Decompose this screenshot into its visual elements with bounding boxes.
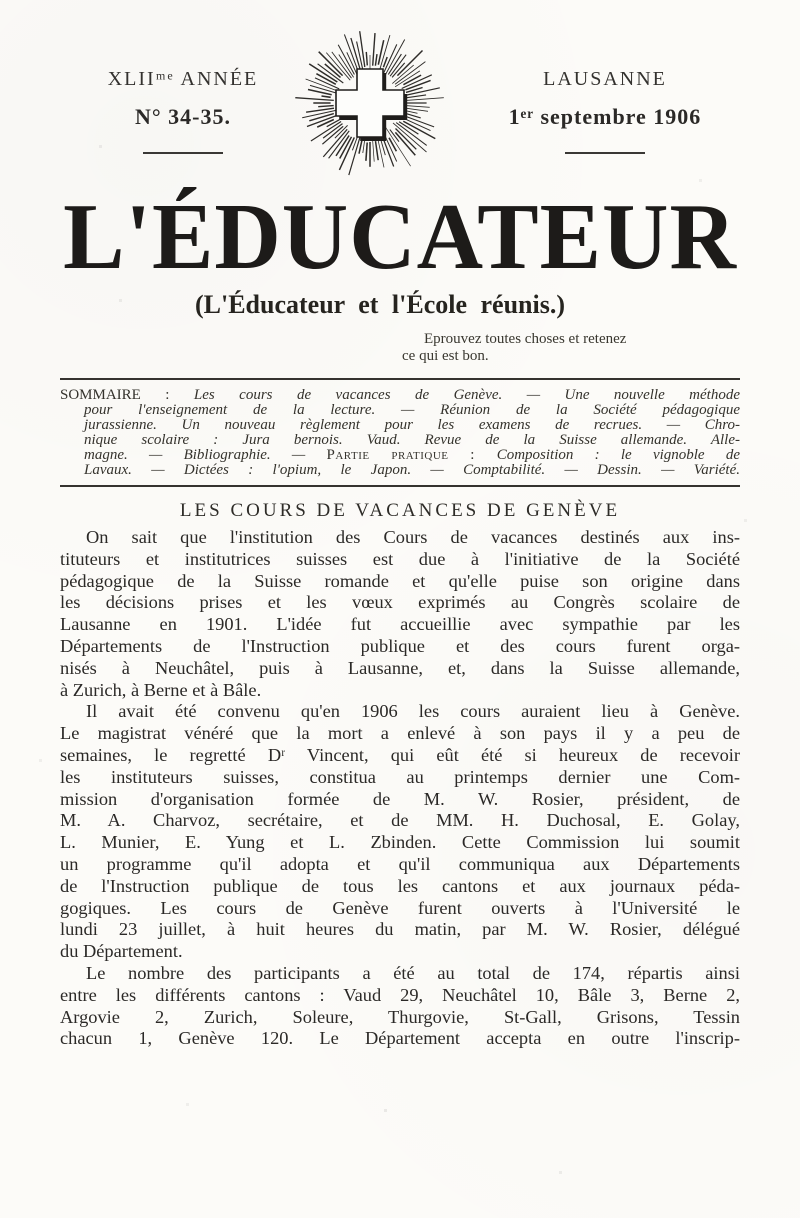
article-body [60, 527, 740, 1050]
text-line [60, 571, 740, 593]
text-segment: On sait que l'institution des Cours de vacances destinés aux ins- [86, 527, 740, 547]
text-line [60, 854, 740, 876]
text-segment: Le nombre des participants a été au total de 174, répartis ainsi [86, 962, 740, 983]
text-line [60, 418, 740, 433]
text-line [60, 463, 740, 478]
sommaire [60, 388, 740, 477]
text-line [60, 789, 740, 811]
issue-number: N° 34-35. [134, 104, 231, 129]
text-line [60, 963, 740, 985]
text-segment: semaines, le regretté Dʳ Vincent, qui eût été si heureux de recevoir [60, 744, 740, 765]
text-segment: SOMMAIRE : [60, 387, 194, 403]
text-segment: M. A. Charvoz, secrétaire, et de MM. H. Duchosal, E. Golay, [60, 810, 740, 831]
text-segment: à Zurich, à Berne et à Bâle. [60, 679, 262, 700]
text-line [60, 614, 740, 636]
text-line [60, 767, 740, 789]
text-segment: Argovie 2, Zurich, Soleure, Thurgovie, St-Gall, Grisons, Tessin [60, 1006, 740, 1027]
text-line [60, 433, 740, 448]
text-segment: jurassienne. Un nouveau règlement pour les examens de recrues. — Chro- [84, 416, 740, 433]
text-line [60, 658, 740, 680]
text-segment: entre les différents cantons : Vaud 29, Neuchâtel 10, Bâle 3, Berne 2, [60, 984, 740, 1005]
text-segment: L. Munier, E. Yung et L. Zbinden. Cette Commission lui soumit [60, 832, 740, 853]
city-label: LAUSANNE [543, 68, 667, 90]
text-line [60, 985, 740, 1007]
volume-label: XLIIᵐᵉ ANNÉE [107, 68, 259, 90]
text-line [60, 527, 740, 549]
text-line [60, 898, 740, 920]
text-line [60, 701, 740, 723]
text-segment: Composition : le vignoble de [496, 446, 741, 463]
text-segment: un programme qu'il adopta et qu'il communiqua aux Départements [60, 853, 740, 874]
text-line [60, 1007, 740, 1029]
text-segment: Il avait été convenu qu'en 1906 les cours auraient lieu à Genève. [86, 701, 740, 722]
text-line [60, 448, 740, 463]
text-segment: Partie pratique : [326, 446, 497, 463]
text-line [60, 919, 740, 941]
text-segment: Les cours de vacances de Genève. — Une nouvelle méthode [193, 387, 741, 403]
divider-rule [143, 152, 223, 154]
text-segment: les instituteurs suisses, constitua au printemps dernier une Com- [60, 766, 740, 787]
text-line [60, 832, 740, 854]
text-segment: chacun 1, Genève 120. Le Département accepta en outre l'inscrip- [60, 1028, 740, 1049]
text-line [60, 592, 740, 614]
text-segment: les décisions prises et les vœux exprimés au Congrès scolaire de [60, 592, 740, 613]
text-line [60, 810, 740, 832]
journal-subtitle: (L'Éducateur et l'École réunis.) [194, 290, 566, 319]
paragraph [60, 701, 740, 963]
text-segment: Le magistrat vénéré que la mort a enlevé à son pays il y a peu de [60, 723, 740, 744]
text-line [60, 876, 740, 898]
text-segment: nique scolaire : Jura bernois. Vaud. Revue de la Suisse allemande. Alle- [84, 431, 740, 448]
text-segment: magne. — Bibliographie. — [84, 446, 327, 463]
article-heading: LES COURS DE VACANCES DE GENÈVE [179, 500, 621, 521]
text-segment: pour l'enseignement de la lecture. — Réunion de la Société pédagogique [84, 401, 740, 418]
text-segment: Lausanne en 1901. L'idée fut accueillie avec sympathie par les [60, 614, 740, 635]
text-segment: pédagogique de la Suisse romande et qu'elle puise son origine dans [60, 570, 740, 591]
text-line [60, 403, 740, 418]
paragraph [60, 963, 740, 1050]
swiss-cross-sunburst-icon [290, 23, 450, 183]
text-line [60, 1028, 740, 1050]
motto-line: ce qui est bon. [402, 347, 489, 364]
text-line [60, 745, 740, 767]
text-segment: de l'Instruction publique de tous les cantons et aux journaux péda- [60, 875, 740, 896]
journal-title: L'ÉDUCATEUR [63, 183, 737, 289]
issue-date: 1ᵉʳ septembre 1906 [508, 104, 702, 129]
divider-rule [565, 152, 645, 154]
text-line [60, 680, 740, 702]
text-segment: du Département. [60, 941, 183, 962]
paper-speckles [0, 0, 1, 1]
text-segment: Départements de l'Instruction publique et des cours furent orga- [60, 635, 740, 656]
issue-info-left [58, 68, 308, 154]
text-segment: nisés à Neuchâtel, puis à Lausanne, et, dans la Suisse allemande, [60, 657, 740, 678]
text-line [60, 941, 740, 963]
paragraph [60, 527, 740, 701]
motto-line: Eprouvez toutes choses et retenez [424, 331, 627, 347]
issue-info-right [480, 68, 730, 154]
text-line [60, 549, 740, 571]
text-segment: lundi 23 juillet, à huit heures du matin, par M. W. Rosier, délégué [60, 919, 740, 940]
text-line [60, 388, 740, 403]
horizontal-rule-bottom [60, 485, 740, 487]
text-line [60, 723, 740, 745]
text-line [60, 636, 740, 658]
motto [402, 331, 662, 364]
text-segment: Lavaux. — Dictées : l'opium, le Japon. — Comptabilité. — Dessin. — Variété. [84, 461, 740, 478]
text-segment: gogiques. Les cours de Genève furent ouverts à l'Université le [60, 897, 740, 918]
text-segment: mission d'organisation formée de M. W. Rosier, président, de [60, 788, 740, 809]
text-segment: tituteurs et institutrices suisses est due à l'initiative de la Société [60, 548, 740, 569]
horizontal-rule-top [60, 378, 740, 380]
